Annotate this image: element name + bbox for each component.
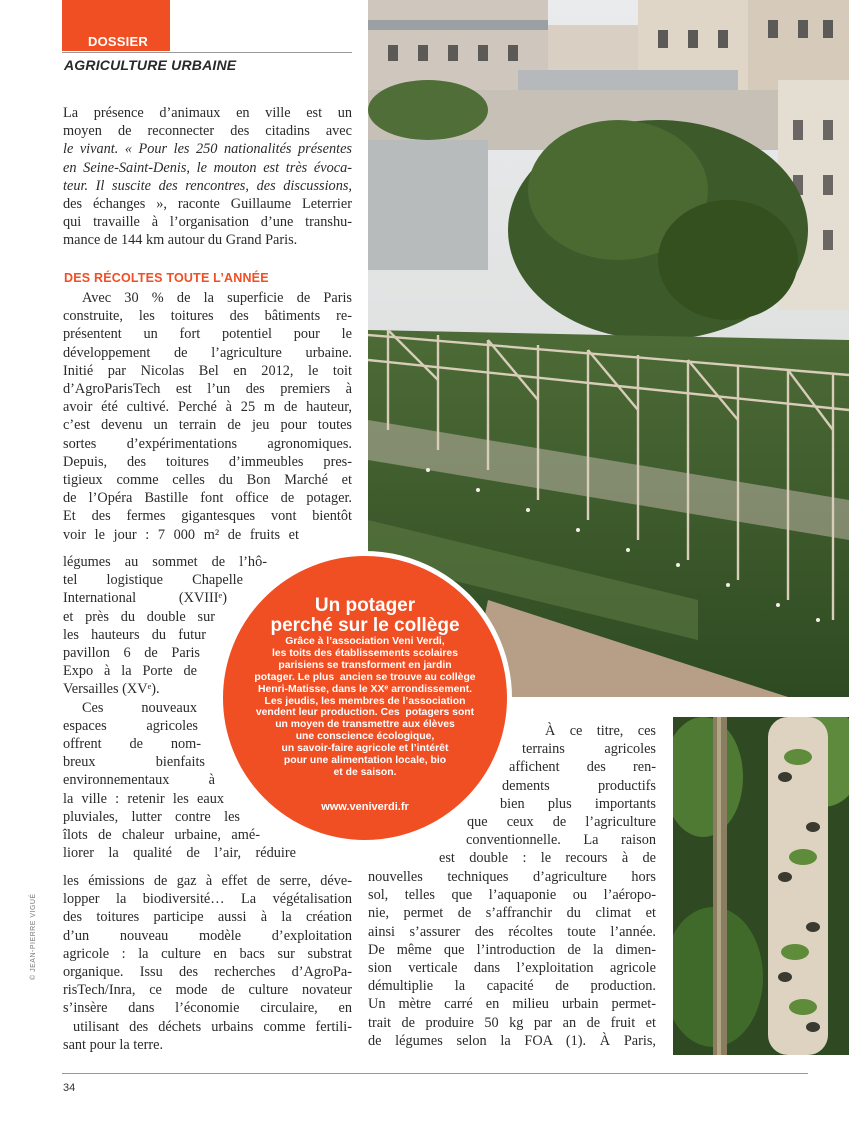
header-rule: [62, 52, 352, 53]
text-line: mance de 144 km autour du Grand Paris.: [63, 232, 298, 249]
callout-line: Les jeudis, les membres de l’association: [264, 695, 466, 707]
text-line: sortes d’expérimentations agronomiques.: [63, 435, 352, 452]
callout-line: et de saison.: [333, 766, 397, 778]
text-line: avoir été cultivé. Perché à 25 m de hauteur,: [63, 399, 352, 416]
text-line: environnementaux à: [63, 772, 215, 789]
text-line: construite, les toitures des bâtiments re-: [63, 308, 352, 325]
text-line: teur. Il suscite des rencontres, des discussions,: [63, 177, 352, 194]
text-line: tel logistique Chapelle: [63, 572, 243, 589]
text-line: pluviales, lutter contre les: [63, 808, 240, 825]
text-line: trait de produire 50 kg par an de fruit et: [368, 1014, 656, 1031]
text-line: îlots de chaleur urbaine, amé-: [63, 827, 260, 844]
text-line: d’un nouveau modèle d’exploitation: [63, 927, 352, 944]
callout-line: une conscience écologique,: [295, 731, 435, 743]
text-line: espaces agricoles: [63, 717, 198, 734]
text-line: que ceux de l’agriculture: [467, 814, 656, 831]
text-line: les hauteurs du futur: [63, 626, 206, 643]
text-line: International (XVIIIᵉ): [63, 590, 227, 607]
text-line: De même que l’introduction de la dimen-: [368, 941, 656, 958]
text-line: pavillon 6 de Paris: [63, 645, 200, 662]
text-line: de l’Opéra Bastille font office de potager.: [63, 490, 352, 507]
text-line: Un mètre carré en milieu urbain permet-: [368, 996, 656, 1013]
text-line: voir le jour : 7 000 m² de fruits et: [63, 526, 299, 543]
text-line: qui travaille à l’organisation d’une transhu-: [63, 214, 352, 231]
text-line: la ville : retenir les eaux: [63, 790, 224, 807]
text-line: moyen de reconnecter des citadins avec: [63, 123, 352, 140]
text-line: terrains agricoles: [522, 741, 656, 758]
subheading: DES RÉCOLTES TOUTE L’ANNÉE: [64, 271, 269, 285]
text-line: Initié par Nicolas Bel en 2012, le toit: [63, 362, 352, 379]
text-line: d’AgroParisTech est l’un des premiers à: [63, 381, 352, 398]
text-line: liorer la qualité de l’air, réduire: [63, 845, 296, 862]
photo-credit: © JEAN-PIERRE VIGUÉ: [30, 893, 37, 980]
text-line: sol, telles que l’aquaponie ou l’aéropo-: [368, 887, 656, 904]
section-title: AGRICULTURE URBAINE: [64, 57, 237, 73]
callout-circle: [218, 551, 512, 845]
text-line: et près du double sur: [63, 608, 215, 625]
callout-title-line: perché sur le collège: [270, 615, 460, 636]
text-line: bien plus importants: [500, 795, 656, 812]
text-line: de légumes selon la FOA (1). À Paris,: [368, 1032, 656, 1049]
text-line: offrent de nom-: [63, 736, 201, 753]
callout-line: pour une alimentation locale, bio: [283, 755, 447, 767]
text-line: tigieux comme celles du Bon Marché et: [63, 472, 352, 489]
text-line: agricole : la culture en bacs sur substrat: [63, 945, 352, 962]
callout-body: [253, 636, 477, 779]
callout-line: un savoir-faire agricole et l’intérêt: [281, 743, 449, 755]
callout-line: les toits des établissements scolaires: [272, 647, 458, 659]
text-line: Ces nouveaux: [82, 699, 197, 716]
text-line: des échanges », raconte Guillaume Leterrier: [63, 196, 352, 213]
callout-title: [223, 596, 507, 636]
callout-line: parisiens se transforment en jardin: [278, 659, 452, 671]
footer-rule: [62, 1073, 808, 1074]
text-line: légumes au sommet de l’hô-: [63, 554, 267, 570]
text-line: risTech/Inra, ce mode de culture novateur: [63, 982, 352, 999]
col2-paragraph: [368, 868, 656, 1050]
body-paragraph: [63, 289, 352, 544]
callout-line: Henri-Matisse, dans le XXᵉ arrondissement.: [257, 683, 473, 695]
tower-planter-photo: [673, 717, 849, 1055]
dossier-label: DOSSIER: [88, 34, 148, 49]
text-line: développement de l’agriculture urbaine.: [63, 344, 352, 361]
text-line: À ce titre, ces: [545, 723, 656, 739]
text-line: Depuis, des toitures d’immeubles pres-: [63, 453, 352, 470]
callout-line: un moyen de transmettre aux élèves: [275, 719, 455, 731]
text-line: nouvelles techniques d’agriculture hors: [368, 869, 656, 885]
text-line: utilisant des déchets urbains comme fertili-: [63, 1018, 352, 1035]
text-line: démultiplie la capacité de production.: [368, 978, 656, 995]
text-line: c’est devenu un terrain de jeu pour toutes: [63, 417, 352, 434]
callout-title-line: Un potager: [314, 595, 416, 616]
text-line: breux bienfaits: [63, 754, 205, 771]
text-line: nie, permet de s’affranchir du climat et: [368, 905, 656, 922]
text-line: en Seine-Saint-Denis, le mouton est très évoca-: [63, 159, 352, 176]
text-line: Expo à la Porte de: [63, 663, 197, 680]
text-line: présentent un fort potentiel pour le: [63, 326, 352, 343]
body-bottom-paragraph: [63, 872, 352, 1054]
text-line: ainsi s’assurer des récoltes toute l’année.: [368, 923, 656, 940]
text-line: lopper la biodiversité… La végétalisation: [63, 891, 352, 908]
dossier-tag: [62, 0, 170, 51]
text-line: dements productifs: [502, 777, 656, 794]
page-number: 34: [63, 1082, 76, 1094]
text-line: sion verticale dans l’exploitation agricole: [368, 960, 656, 977]
text-line: Avec 30 % de la superficie de Paris: [82, 290, 352, 306]
text-line: conventionnelle. La raison: [466, 832, 656, 849]
callout-url[interactable]: www.veniverdi.fr: [321, 801, 409, 813]
text-line: Versailles (XVᵉ).: [63, 681, 160, 698]
callout-line: Grâce à l’association Veni Verdi,: [285, 636, 445, 647]
text-line: les émissions de gaz à effet de serre, déve-: [63, 873, 352, 889]
text-line: La présence d’animaux en ville est un: [63, 105, 352, 121]
text-line: sant pour la terre.: [63, 1036, 164, 1053]
text-line: est double : le recours à de: [439, 850, 656, 867]
text-line: affichent des ren-: [509, 759, 656, 776]
text-line: le vivant. « Pour les 250 nationalités présentes: [63, 141, 352, 158]
intro-paragraph: [63, 104, 352, 250]
callout-line: vendent leur production. Ces potagers sont: [255, 707, 475, 719]
callout-line: potager. Le plus ancien se trouve au collège: [254, 671, 476, 683]
text-line: des toitures participe aussi à la création: [63, 909, 352, 926]
text-line: s’insère dans l’économie circulaire, en: [63, 1000, 352, 1017]
text-line: organique. Issu des recherches d’AgroPa-: [63, 964, 352, 981]
text-line: Et des fermes gigantesques vont bientôt: [63, 508, 352, 525]
